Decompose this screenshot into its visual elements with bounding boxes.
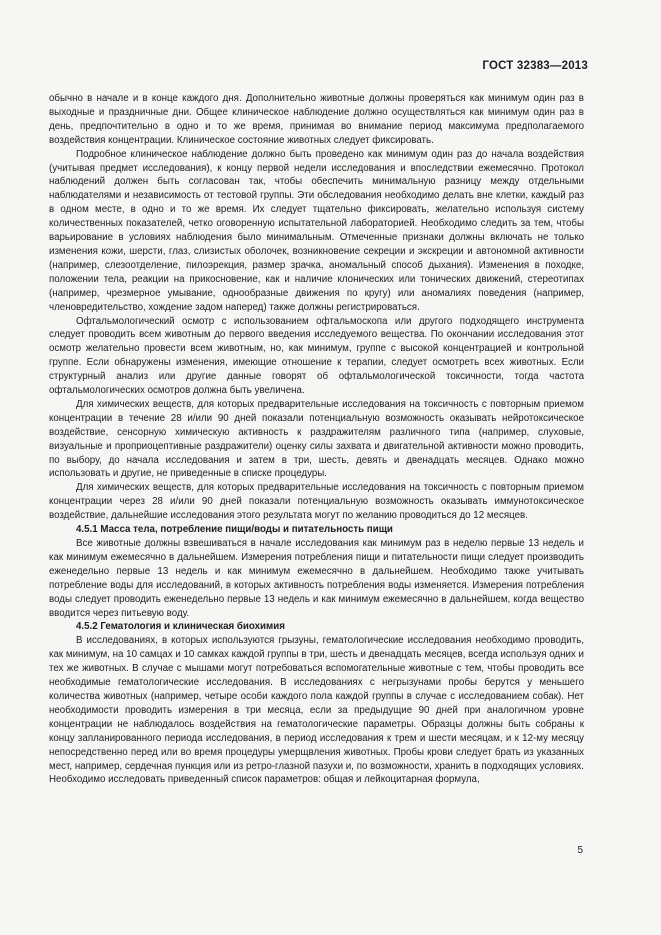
paragraph-7: В исследованиях, в которых используются грызуны, гематологические исследования необходимо проводить, как минимум, на 10 самцах и 10 самках каждой группы в три, шесть и двенадцать месяцев, всегда используя одних и тех же животных. В случае с мышами могут потребоваться вспомогательные животные с тем, чтобы проводить все необходимые гематологические исследования. В исследованиях с негрызунами пробы берутся у меньшего количества животных (например, четыре особи каждого пола каждой группы в случае с исследованием собак). Нет необходимости проводить измерения в три месяца, если за предыдущие 90 дней при аналогичном уровне концентрации не наблюдалось воздействия на гематологические параметры. Образцы должны быть собраны к концу запланированного периода исследования, в период исследования к трем и шести месяцам, и к 12-му месяцу непосредственно перед или во время процедуры умерщвления животных. Пробы крови следует брать из указанных мест, например, сердечная пункция или из ретро-глазной пазухи и, по возможности, хранить в подходящих условиях. Необходимо исследовать приведенный список параметров: общая и лейкоцитарная формула,: [49, 635, 584, 786]
paragraph-6: Все животные должны взвешиваться в начале исследования как минимум раз в неделю первые 13 недель и как минимум ежемесячно в дальнейшем. Измерения потребления пищи и питательности пищи следует производить еженедельно первые 13 недель и как минимум ежемесячно в дальнейшем. Необходимо также учитывать потребление воды для исследований, в которых активность потребления воды изменяется. Измерения потребления воды следует проводить еженедельно первые 13 недель и как минимум ежемесячно в дальнейшем, когда вещество вводится через питьевую воду.: [49, 538, 584, 619]
paragraph-5: Для химических веществ, для которых предварительные исследования на токсичность с повторным приемом концентрации через 28 и/или 90 дней показали потенциальную возможность оказывать иммунотоксическое воздействие, дальнейшие исследования этого результата могут по желанию проводиться до 12 месяцев.: [49, 482, 584, 522]
section-heading-4-5-2: 4.5.2 Гематология и клиническая биохимия: [76, 621, 285, 633]
paragraph-4: Для химических веществ, для которых предварительные исследования на токсичность с повторным приемом концентрации в течение 28 и/или 90 дней показали потенциальную возможность оказывать нейротоксическое воздействие, сенсорную химическую активность к раздражителям различного типа (например, слуховые, визуальные и проприоцептивные раздражители) оценку силы захвата и двигательной активности можно проводить, по выбору, до начала исследования и затем в три, шесть, девять и двенадцать месяцев. Однако можно использовать и другие, не приведенные в списке процедуры.: [49, 398, 584, 480]
paragraph-3: Офтальмологический осмотр с использованием офтальмоскопа или другого подходящего инструмента следует проводить всем животным до первого введения исследуемого вещества. По окончании исследования этот осмотр желательно провести всем животным, но, как минимум, группе с высокой концентрацией и контрольной группе. Если обнаружены изменения, имеющие отношение к терапии, следует осмотреть всех животных. Если структурный анализ или другие данные говорят об офтальмологической токсичности, тогда частота офтальмологических осмотров должна быть увеличена.: [49, 315, 584, 397]
document-body: [49, 92, 584, 787]
paragraph-2: Подробное клиническое наблюдение должно быть проведено как минимум один раз до начала воздействия (учитывая предмет исследования), к концу первой недели исследования и впоследствии ежемесячно. Протокол наблюдений должен быть согласован так, чтобы обеспечить минимальную разницу между отдельными наблюдателями и независимость от тестовой группы. Эти обследования необходимо делать вне клетки, каждый раз в одном месте, в одно и то же время. Их следует тщательно фиксировать, желательно используя систему количественных показателей, четко оговоренную испытательной лабораторией. Необходимо следить за тем, чтобы варьирование в условиях наблюдения было минимальным. Отмеченные признаки должны включать не только изменения кожи, шерсти, глаз, слизистых оболочек, возникновение секреции и экскреции и автономной активности (например, слезоотделение, пилоэрекция, размер зрачка, аномальный способ дыхания). Изменения в походке, положении тела, реакции на прикосновение, как и наличие клонических или тонических движений, стереотипах (например, чрезмерное умывание, однообразные движения по кругу) или аномалиях поведения (например, членовредительство, хождение задом наперед) также должны регистрироваться.: [49, 148, 584, 313]
page-number: 5: [577, 845, 583, 856]
paragraph-1: обычно в начале и в конце каждого дня. Дополнительно животные должны проверяться как минимум один раз в выходные и праздничные дни. Общее клиническое наблюдение должно осуществляться как минимум один раз в день, предпочтительно в одно и то же время, принимая во внимание период максимума предполагаемого воздействия концентрации. Клиническое состояние животных следует фиксировать.: [49, 93, 584, 146]
document-header: ГОСТ 32383—2013: [482, 60, 588, 72]
section-heading-4-5-1: 4.5.1 Масса тела, потребление пищи/воды и питательность пищи: [76, 524, 393, 536]
